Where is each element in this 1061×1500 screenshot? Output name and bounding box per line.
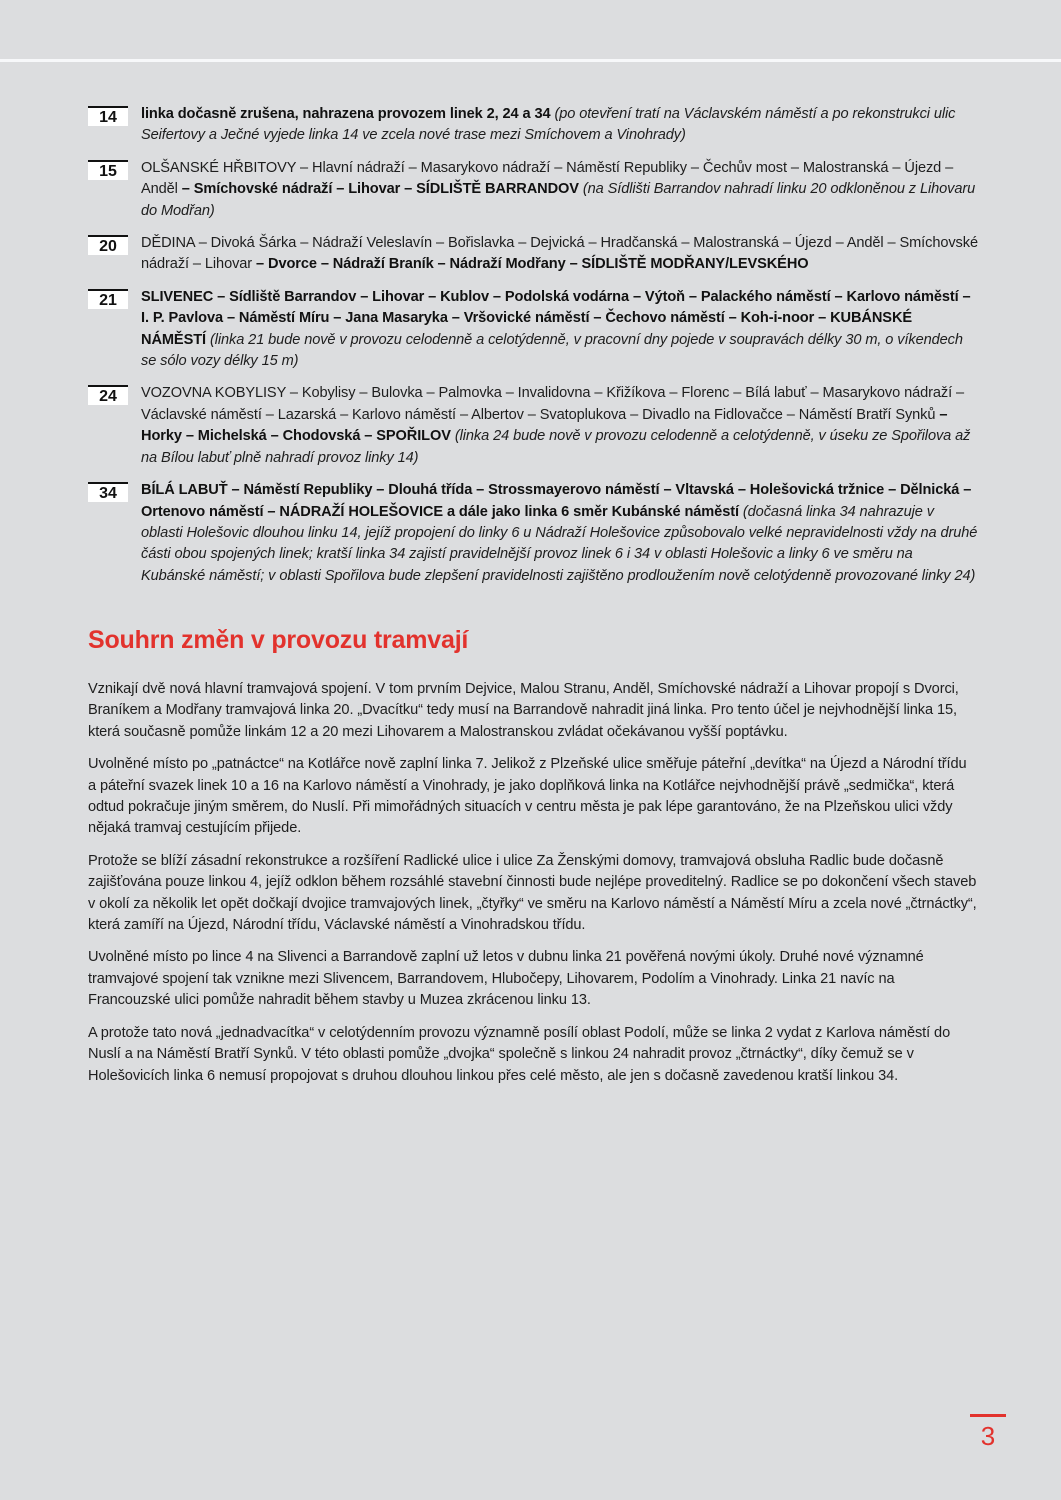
route-segment: VOZOVNA KOBYLISY – Kobylisy – Bulovka – Palmovka – Invalidovna – Křižíkova – Florenc – Bílá labuť – Masarykovo nádraží – Václavské náměstí – Lazarská – Karlovo náměstí – Albertov – Svatoplukova – Divadlo na Fidlovačce – Náměstí Bratří Synků: [141, 385, 965, 423]
line-route-text: [141, 158, 978, 222]
line-route-text: [141, 287, 978, 373]
route-bold-segment: – Dvorce – Nádraží Braník – Nádraží Modřany – SÍDLIŠTĚ MODŘANY/LEVSKÉHO: [256, 256, 809, 273]
line-item: [88, 104, 978, 147]
line-route-text: [141, 233, 978, 276]
summary-paragraph: Protože se blíží zásadní rekonstrukce a rozšíření Radlické ulice i ulice Za Ženskými domovy, tramvajová obsluha Radlic bude dočasně zajišťována pouze linkou 4, jejíž odklon během rozsáhlé stavební činnosti bude nejlépe proveditelný. Radlice se po dokončení všech staveb v okolí za několik let opět dočkají dvojice tramvajových linek, „čtyřky“ ve směru na Karlovo náměstí a Náměstí Míru a zcela nové „čtrnáctky“, která zamíří na Újezd, Národní třídu, Václavské náměstí a Vinohradskou třídu.: [88, 852, 977, 934]
line-number-badge: 14: [88, 106, 128, 126]
line-changes-list: [88, 104, 978, 598]
route-note: (dočasná linka 34 nahrazuje v oblasti Holešovic dlouhou linku 14, jejíž propojení do linky 6 u Nádraží Holešovice způsobovalo velké nepravidelnosti vždy na druhé části obou spojených linek; kratší linka 34 zajistí pravidelnější provoz linek 6 i 34 v oblasti Holešovic a linky 6 ve směru na Kubánské náměstí; v oblasti Spořilova bude zlepšení pravidelnosti zajištěno prodloužením nově celotýdenně provozované linky 24): [141, 503, 978, 584]
line-item: [88, 233, 978, 276]
line-route-text: [141, 104, 978, 147]
summary-paragraph: Uvolněné místo po lince 4 na Slivenci a Barrandově zaplní už letos v dubnu linka 21 pověřená novými úkoly. Druhé nové významné tramvajové spojení tak vznikne mezi Slivencem, Barrandovem, Hlubočepy, Lihovarem, Podolím a Vinohrady. Linka 21 navíc na Francouzské ulici pomůže nahradit během stavby u Muzea zkrácenou linku 13.: [88, 949, 924, 1009]
header-rule: [0, 59, 1061, 62]
route-segment: OLŠANSKÉ HŘBITOVY – Hlavní nádraží – Masarykovo nádraží – Náměstí Republiky – Čechův most – Malostranská – Újezd – Anděl: [141, 159, 954, 198]
route-bold-segment: – Smíchovské nádraží – Lihovar – SÍDLIŠTĚ BARRANDOV: [181, 181, 579, 198]
summary-paragraph: Vznikají dvě nová hlavní tramvajová spojení. V tom prvním Dejvice, Malou Stranu, Anděl, Smíchovské nádraží a Lihovar propojí s Dvorci, Braníkem a Modřany tramvajová linka 20. „Dvacítku“ tedy musí na Barrandově nahradit jiná linka. Pro tento účel je nejvhodnější linka 15, která současně pomůže linkám 12 a 20 mezi Lihovarem a Malostranskou zvládat očekávanou vyšší poptávku.: [88, 681, 959, 740]
line-number-badge: 20: [88, 235, 128, 255]
section-title: Souhrn změn v provozu tramvají: [88, 626, 469, 654]
summary-paragraph: Uvolněné místo po „patnáctce“ na Kotlářce nově zaplní linka 7. Jelikož z Plzeňské ulice směřuje páteřní „devítka“ na Újezd a Národní třídu a páteřní svazek linek 10 a 16 na Karlovo náměstí a Vinohrady, je jako doplňková linka na Kotlářce nejvhodnější právě „sedmička“, která odtud pokračuje jiným směrem, do Nuslí. Při mimořádných situacích v centru města je pak lépe garantováno, že na Plzeňskou ulici vždy nějaká tramvaj cestujícím přijede.: [88, 756, 967, 837]
route-note: (linka 21 bude nově v provozu celodenně a celotýdenně, v pracovní dny pojede v soupravách délky 30 m, o víkendech se sólo vozy délky 15 m): [141, 331, 963, 370]
line-number-badge: 15: [88, 160, 128, 180]
summary-paragraph: A protože tato nová „jednadvacítka“ v celotýdenním provozu významně posílí oblast Podolí, může se linka 2 vydat z Karlova náměstí do Nuslí a na Náměstí Bratří Synků. V této oblasti pomůže „dvojka“ společně s linkou 24 nahradit provoz „čtrnáctky“, díky čemuž se v Holešovicích linka 6 nemusí propojovat s druhou dlouhou linkou přes celé město, ale jen s dočasně zavedenou kratší linkou 34.: [88, 1024, 951, 1084]
route-note: (linka 24 bude nově v provozu celodenně a celotýdenně, v úseku ze Spořilova až na Bílou labuť plně nahradí provoz linky 14): [141, 428, 971, 466]
line-item: [88, 287, 978, 373]
route-bold-segment: BÍLÁ LABUŤ – Náměstí Republiky – Dlouhá třída – Strossmayerovo náměstí – Vltavská – Holešovická tržnice – Dělnická – Ortenovo náměstí – NÁDRAŽÍ HOLEŠOVICE a dále jako linka 6 směr Kubánské náměstí: [141, 482, 972, 520]
line-number-badge: 24: [88, 385, 128, 405]
route-note: (na Sídlišti Barrandov nahradí linku 20 odkloněnou z Lihovaru do Modřan): [141, 181, 976, 219]
line-item: [88, 158, 978, 222]
route-segment: DĚDINA – Divoká Šárka – Nádraží Veleslavín – Bořislavka – Dejvická – Hradčanská – Malostranská – Újezd – Anděl – Smíchovské nádraží – Lihovar: [141, 235, 978, 273]
line-item: [88, 383, 978, 469]
route-bold-segment: SLIVENEC – Sídliště Barrandov – Lihovar – Kublov – Podolská vodárna – Výtoň – Palackého náměstí – Karlovo náměstí – I. P. Pavlova – Náměstí Míru – Jana Masaryka – Vršovické náměstí – Čechovo náměstí – Koh-i-noor – KUBÁNSKÉ NÁMĚSTÍ: [141, 288, 971, 348]
line-route-text: [141, 383, 978, 469]
page-number: 3: [970, 1414, 1006, 1453]
line-number-badge: 21: [88, 289, 128, 309]
line-route-text: [141, 480, 978, 587]
route-bold-segment: – Horky – Michelská – Chodovská – SPOŘILOV: [141, 406, 948, 445]
route-bold-segment: linka dočasně zrušena, nahrazena provozem linek 2, 24 a 34: [141, 106, 551, 122]
route-note: (po otevření tratí na Václavském náměstí a po rekonstrukci ulic Seifertovy a Ječné vyjede linka 14 ve zcela nové trase mezi Smíchovem a Vinohrady): [141, 106, 956, 144]
summary-body: [88, 679, 978, 1098]
line-number-badge: 34: [88, 482, 128, 502]
line-item: [88, 480, 978, 587]
